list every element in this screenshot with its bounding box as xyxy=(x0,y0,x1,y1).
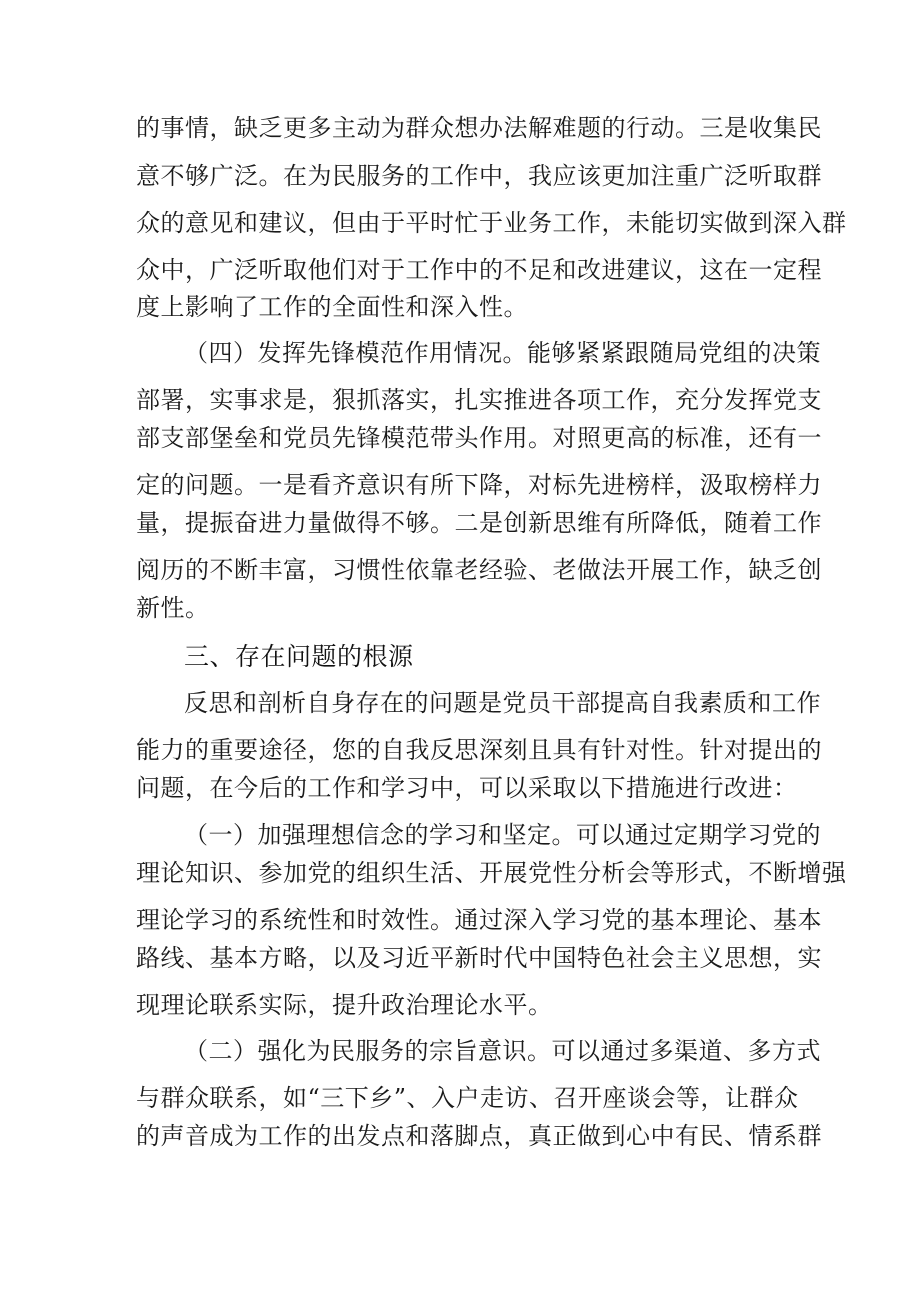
text-line: 意不够广泛。在为民服务的工作中，我应该更加注重广泛听取群 xyxy=(136,162,822,190)
text-line: （二）强化为民服务的宗旨意识。可以通过多渠道、多方式 xyxy=(184,1037,821,1065)
text-line: 反思和剖析自身存在的问题是党员干部提高自我素质和工作 xyxy=(184,689,821,717)
text-line: 的事情，缺乏更多主动为群众想办法解难题的行动。三是收集民 xyxy=(136,114,822,142)
text-line: 能力的重要途径，您的自我反思深刻且具有针对性。针对提出的 xyxy=(136,736,822,764)
text-line: 定的问题。一是看齐意识有所下降，对标先进榜样，汲取榜样力 xyxy=(136,471,822,499)
text-line: 与群众联系，如“三下乡”、入户走访、召开座谈会等，让群众 xyxy=(136,1084,799,1112)
text-line: 部支部堡垒和党员先锋模范带头作用。对照更高的标准，还有一 xyxy=(136,424,822,452)
text-line: （四）发挥先锋模范作用情况。能够紧紧跟随局党组的决策 xyxy=(184,339,821,367)
text-line: 现理论联系实际，提升政治理论水平。 xyxy=(136,991,553,1019)
text-line: 的声音成为工作的出发点和落脚点，真正做到心中有民、情系群 xyxy=(136,1122,822,1150)
section-heading: 三、存在问题的根源 xyxy=(184,642,414,671)
text-line: 理论学习的系统性和时效性。通过深入学习党的基本理论、基本 xyxy=(136,906,822,934)
text-line: 阅历的不断丰富，习惯性依靠老经验、老做法开展工作，缺乏创 xyxy=(136,556,822,584)
text-line: 路线、基本方略，以及习近平新时代中国特色社会主义思想，实 xyxy=(136,944,822,972)
text-line: 问题，在今后的工作和学习中，可以采取以下措施进行改进： xyxy=(136,774,798,802)
text-line: 度上影响了工作的全面性和深入性。 xyxy=(136,293,528,321)
text-line: 众的意见和建议，但由于平时忙于业务工作，未能切实做到深入群 xyxy=(136,209,847,237)
text-line: 新性。 xyxy=(136,594,210,622)
text-line: 理论知识、参加党的组织生活、开展党性分析会等形式，不断增强 xyxy=(136,859,847,887)
text-line: 部署，实事求是，狠抓落实，扎实推进各项工作，充分发挥党支 xyxy=(136,386,822,414)
text-line: 量，提振奋进力量做得不够。二是创新思维有所降低，随着工作 xyxy=(136,509,822,537)
text-line: （一）加强理想信念的学习和坚定。可以通过定期学习党的 xyxy=(184,821,821,849)
text-line: 众中，广泛听取他们对于工作中的不足和改进建议，这在一定程 xyxy=(136,256,822,284)
